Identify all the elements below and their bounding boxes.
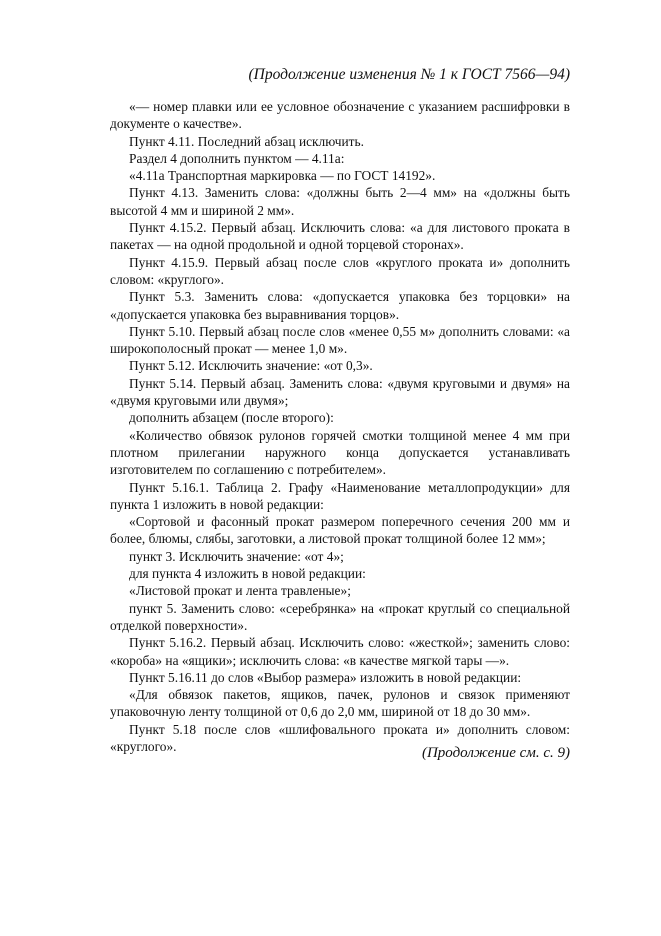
paragraph: «Листовой прокат и лента травленые»; [129, 583, 351, 599]
paragraph: пункт 3. Исключить значение: «от 4»; [129, 548, 344, 564]
paragraph: «Количество обвязок рулонов горячей смотки толщиной менее 4 мм при плотном прилегании наружного конца допускается устанавливать изготовителем по соглашению с потребителем». [110, 427, 570, 478]
paragraph: для пункта 4 изложить в новой редакции: [129, 566, 366, 582]
paragraph: пункт 5. Заменить слово: «серебрянка» на «прокат круглый со специальной отделкой поверхности». [110, 600, 570, 633]
paragraph: Пункт 5.3. Заменить слова: «допускается упаковка без торцовки» на «допускается упаковка без выравнивания торцов». [110, 289, 570, 322]
paragraph: Раздел 4 дополнить пунктом — 4.11а: [129, 150, 345, 166]
paragraph: Пункт 5.16.1. Таблица 2. Графу «Наименование металлопродукции» для пункта 1 изложить в новой редакции: [110, 479, 570, 512]
paragraph: Пункт 5.18 после слов «шлифовального проката и» дополнить словом: «круглого». [110, 721, 570, 754]
continuation-header: (Продолжение изменения № 1 к ГОСТ 7566—94) [248, 66, 570, 83]
paragraph: Пункт 5.14. Первый абзац. Заменить слова: «двумя круговыми и двумя» на «двумя круговыми или двумя»; [110, 375, 570, 409]
paragraph: Пункт 5.16.11 до слов «Выбор размера» изложить в новой редакции: [129, 669, 522, 685]
paragraph: дополнить абзацем (после второго): [129, 410, 334, 426]
paragraph: Пункт 4.15.9. Первый абзац после слов «круглого проката и» дополнить словом: «круглого». [110, 254, 570, 287]
paragraph: Пункт 5.10. Первый абзац после слов «менее 0,55 м» дополнить словами: «а широкополосный прокат — менее 1,0 м». [110, 323, 570, 357]
paragraph: Пункт 4.13. Заменить слова: «должны быть 2—4 мм» на «должны быть высотой 4 мм и шириной 2 мм». [110, 185, 570, 218]
amendment-body [110, 98, 570, 755]
paragraph: «Сортовой и фасонный прокат размером поперечного сечения 200 мм и более, блюмы, слябы, заготовки, а листовой прокат толщиной более 12 мм»; [110, 514, 570, 547]
paragraph: «4.11а Транспортная маркировка — по ГОСТ 14192». [129, 168, 436, 184]
paragraph: «Для обвязок пакетов, ящиков, пачек, рулонов и связок применяют упаковочную ленту толщиной от 0,6 до 2,0 мм, шириной от 18 до 30 мм». [110, 687, 570, 720]
paragraph: Пункт 4.11. Последний абзац исключить. [129, 133, 364, 149]
paragraph: Пункт 4.15.2. Первый абзац. Исключить слова: «а для листового проката в пакетах — на одной продольной и одной торцевой сторонах». [110, 220, 570, 253]
paragraph: «— номер плавки или ее условное обозначение с указанием расшифровки в документе о качестве». [110, 99, 570, 132]
paragraph: Пункт 5.12. Исключить значение: «от 0,3». [129, 358, 373, 374]
paragraph: Пункт 5.16.2. Первый абзац. Исключить слово: «жесткой»; заменить слово: «короба» на «ящики»; исключить слова: «в качестве мягкой тары —». [110, 635, 570, 668]
continuation-footer: (Продолжение см. с. 9) [421, 745, 570, 761]
